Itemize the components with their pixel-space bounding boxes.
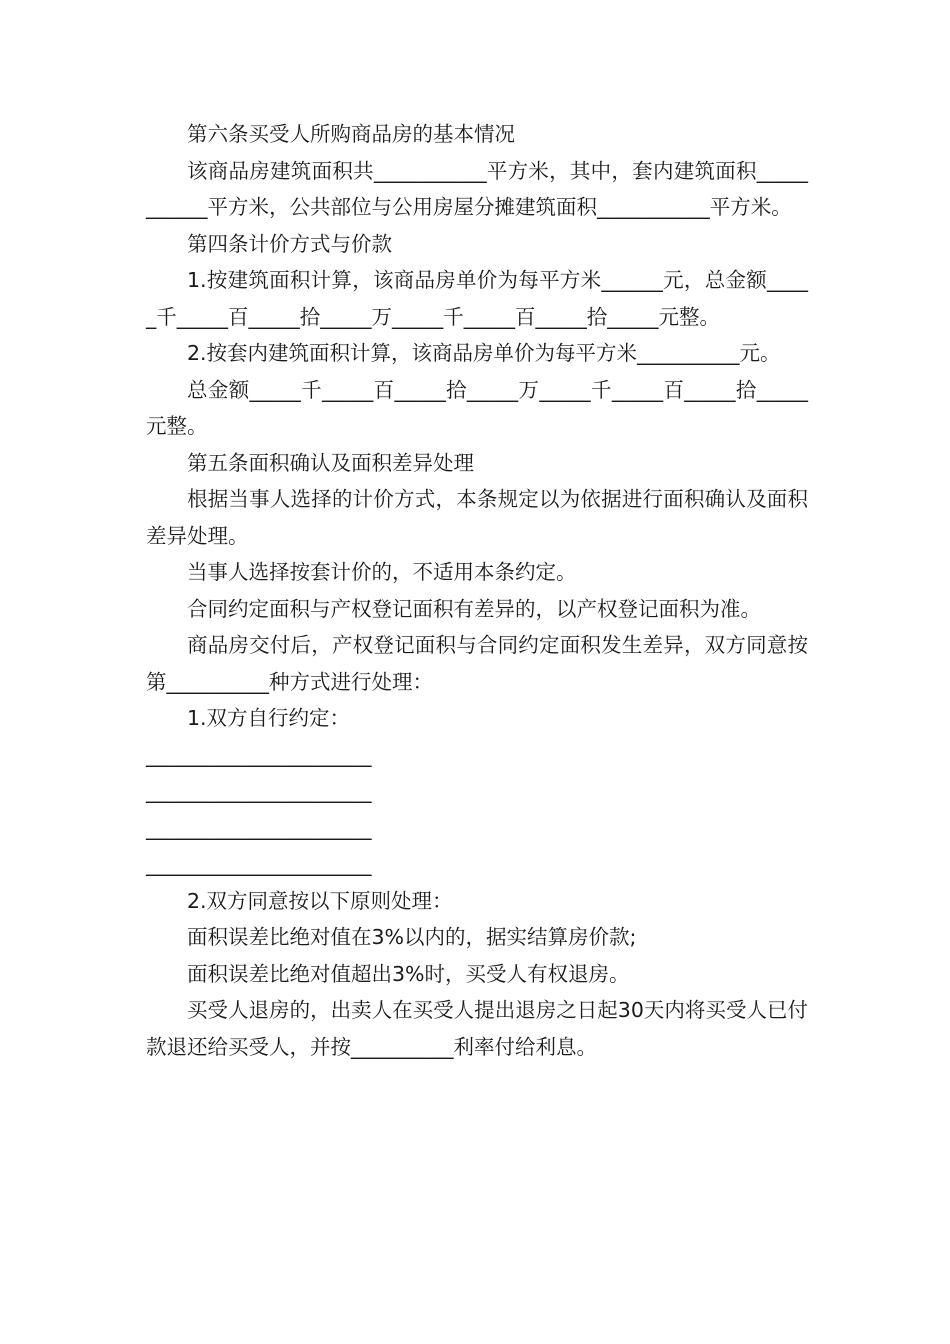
list-item-option-1: 1.双方自行约定： xyxy=(187,706,351,730)
list-item-option-2: 2.双方同意按以下原则处理： xyxy=(187,888,453,913)
paragraph-total-amount: 总金额_____千_____百_____拾_____万_____千_____百_____拾_____元整。 xyxy=(146,377,808,438)
blank-line-4: ______________________ xyxy=(146,852,372,876)
paragraph-area-confirmation: 根据当事人选择的计价方式，本条规定以为依据进行面积确认及面积差异处理。 xyxy=(146,487,808,548)
paragraph-pricing-by-inner-area: 2.按套内建筑面积计算，该商品房单价为每平方米__________元。 xyxy=(187,341,781,365)
paragraph-per-unit-pricing: 当事人选择按套计价的，不适用本条约定。 xyxy=(187,560,577,584)
paragraph-error-within-3: 面积误差比绝对值在3%以内的，据实结算房价款; xyxy=(187,925,637,949)
paragraph-refund: 买受人退房的，出卖人在买受人提出退房之日起30天内将买受人已付款退还给买受人，并按__________利率付给利息。 xyxy=(146,998,808,1059)
paragraph-floor-area: 该商品房建筑面积共___________平方米，其中，套内建筑面积___________平方米，公共部位与公用房屋分摊建筑面积___________平方米。 xyxy=(146,158,808,219)
section-heading-article-5: 第五条面积确认及面积差异处理 xyxy=(187,450,474,475)
blank-line-1: ______________________ xyxy=(146,742,372,767)
paragraph-error-over-3: 面积误差比绝对值超出3%时，买受人有权退房。 xyxy=(187,961,630,986)
paragraph-pricing-by-building-area: 1.按建筑面积计算，该商品房单价为每平方米______元，总金额_____千_____百_____拾_____万_____千_____百_____拾_____元整。 xyxy=(146,268,808,329)
section-heading-article-6: 第六条买受人所购商品房的基本情况 xyxy=(187,122,515,146)
paragraph-area-difference: 商品房交付后，产权登记面积与合同约定面积发生差异，双方同意按第__________种方式进行处理： xyxy=(146,633,808,694)
paragraph-registration-area: 合同约定面积与产权登记面积有差异的，以产权登记面积为准。 xyxy=(187,596,761,621)
blank-line-2: ______________________ xyxy=(146,779,372,803)
blank-line-3: ______________________ xyxy=(146,815,372,840)
document-body xyxy=(146,116,808,1065)
section-heading-article-4: 第四条计价方式与价款 xyxy=(187,231,392,256)
